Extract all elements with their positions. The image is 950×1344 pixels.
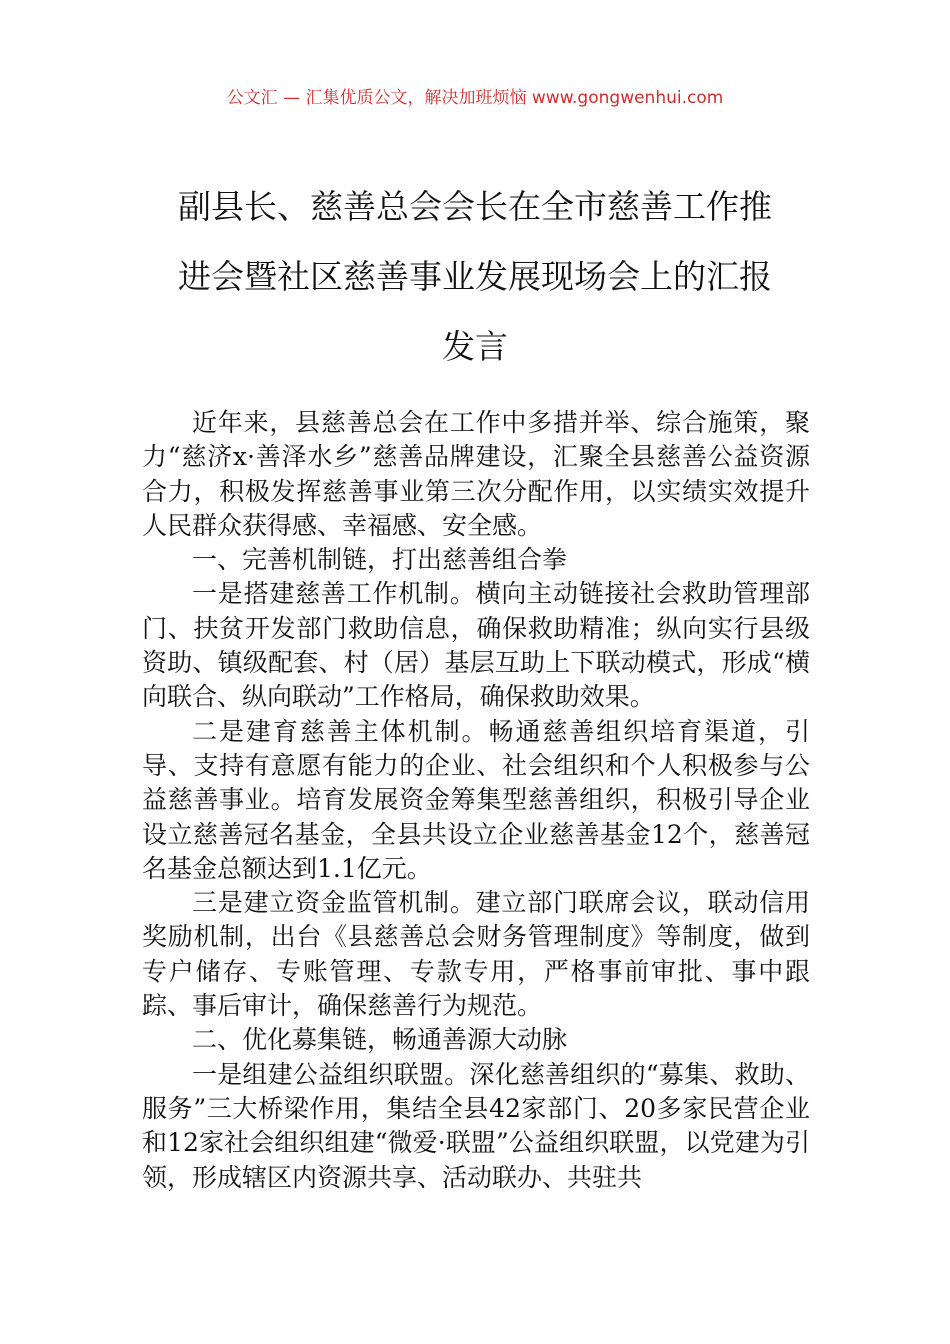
title-line-3: 发言 <box>442 327 508 366</box>
document-body <box>142 406 810 1195</box>
section-heading-2: 二、优化募集链，畅通善源大动脉 <box>192 1025 568 1055</box>
title-line-1: 副县长、慈善总会会长在全市慈善工作推 <box>178 187 772 226</box>
section-heading-1: 一、完善机制链，打出慈善组合拳 <box>192 545 568 575</box>
paragraph-alliance: 一是组建公益组织联盟。深化慈善组织的“募集、救助、服务”三大桥梁作用，集结全县42家部门、20多家民营企业和12家社会组织组建“微爱·联盟”公益组织联盟，以党建为引领，形成辖区内资源共享、活动联办、共驻共 <box>142 1059 810 1192</box>
title-line-2: 进会暨社区慈善事业发展现场会上的汇报 <box>178 257 772 296</box>
paragraph-work-mechanism: 一是搭建慈善工作机制。横向主动链接社会救助管理部门、扶贫开发部门救助信息，确保救助精准；纵向实行县级资助、镇级配套、村（居）基层互助上下联动模式，形成“横向联合、纵向联动”工作格局，确保救助效果。 <box>142 579 810 712</box>
paragraph-intro: 近年来，县慈善总会在工作中多措并举、综合施策，聚力“慈济x·善泽水乡”慈善品牌建设，汇聚全县慈善公益资源合力，积极发挥慈善事业第三次分配作用，以实绩实效提升人民群众获得感、幸福感、安全感。 <box>142 408 810 540</box>
document-title <box>120 172 830 382</box>
site-header-watermark: 公文汇 — 汇集优质公文，解决加班烦恼 www.gongwenhui.com <box>226 88 724 108</box>
paragraph-subject-mechanism: 二是建育慈善主体机制。畅通慈善组织培育渠道，引导、支持有意愿有能力的企业、社会组织和个人积极参与公益慈善事业。培育发展资金筹集型慈善组织，积极引导企业设立慈善冠名基金，全县共设立企业慈善基金12个，慈善冠名基金总额达到1.1亿元。 <box>142 716 810 883</box>
paragraph-fund-supervision: 三是建立资金监管机制。建立部门联席会议，联动信用奖励机制，出台《县慈善总会财务管理制度》等制度，做到专户储存、专账管理、专款专用，严格事前审批、事中跟踪、事后审计，确保慈善行为规范。 <box>142 888 810 1021</box>
